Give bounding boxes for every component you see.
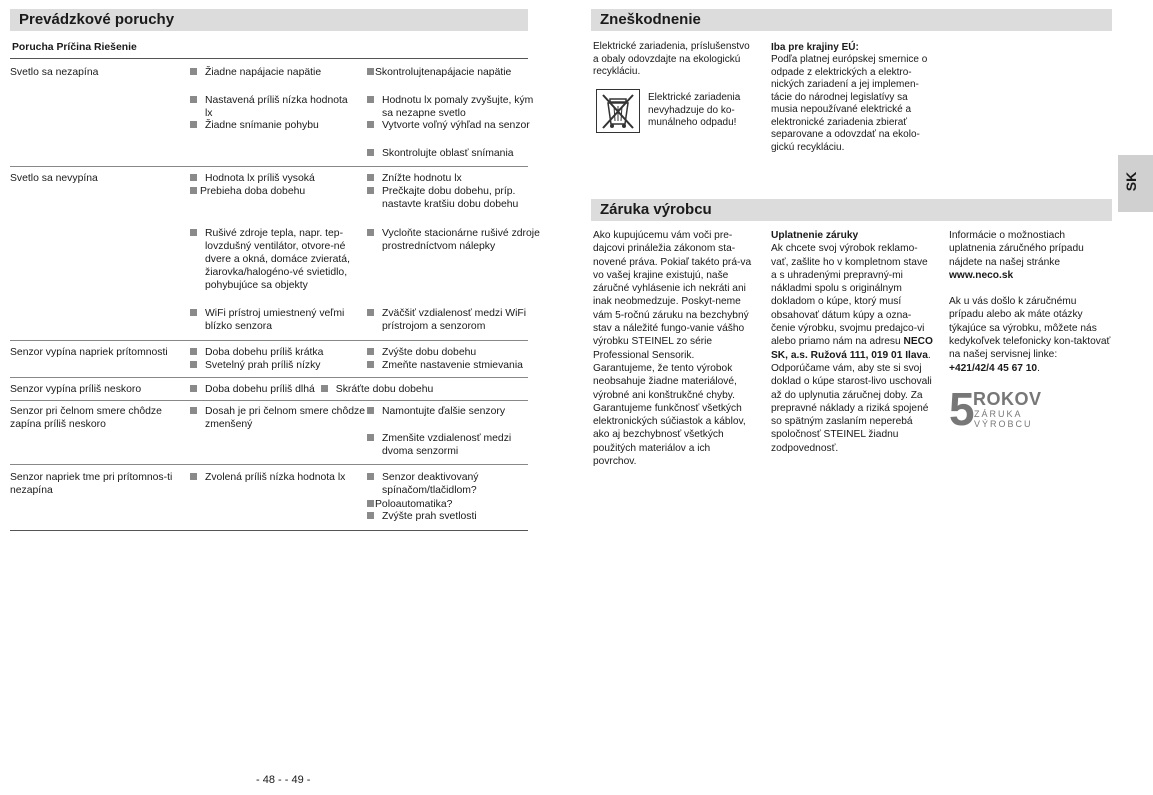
- eu-heading: Iba pre krajiny EÚ:: [771, 42, 859, 53]
- solution-item: Zvýšte dobu dobehu: [367, 346, 527, 359]
- cause-item: Prebieha doba dobehu: [190, 185, 350, 198]
- page-numbers: - 48 - - 49 -: [256, 774, 311, 786]
- solution-item: Znížte hodnotu lx: [367, 172, 542, 185]
- solution-item: Namontujte ďalšie senzory: [367, 405, 527, 418]
- info-text: Informácie o možnostiach uplatnenia záručného prípadu nájdete na našej stránke: [949, 230, 1084, 268]
- solution-item: Skontrolujte oblasť snímania: [367, 147, 544, 160]
- weee-caption: Elektrické zariadenia nevyhadzuje do ko-munálneho odpadu!: [648, 92, 741, 128]
- troubleshooting-title: Prevádzkové poruchy: [10, 9, 528, 31]
- cause-item: Žiadne snímanie pohybu: [190, 119, 350, 132]
- cause-item: Doba dobehu príliš krátka: [190, 346, 350, 359]
- company-address: NECO SK, a.s. Ružová 111, 019 01 Ilava: [771, 336, 933, 361]
- solution-item: Zvýšte prah svetlosti: [367, 510, 527, 523]
- solution-item: Zmeňte nastavenie stmievania: [367, 359, 532, 372]
- divider: [10, 166, 528, 167]
- divider: [10, 377, 528, 378]
- solution-item: Hodnotu lx pomaly zvyšujte, kým sa nezapne svetlo: [367, 94, 544, 120]
- solution-item: Skontrolujtenapájacie napätie: [367, 66, 542, 79]
- warranty-col1: Ako kupujúcemu vám voči pre-dajcovi prináležia zákonom sta-novené práva. Pokiaľ takéto prá-va vo vašej krajine existujú, naše záručné vyhlásenie ich nekráti ani inak neobmedzuje. Poskyt-neme vám 5-ročnú záruku na bezchybný stav a náležité fungo-vanie vášho výrobku STEINEL zo série Professional Sensorik. Garantujeme, že tento výrobok neobsahuje žiadne materiálové, výrobné ani konštrukčné chyby. Garantujeme funkčnosť všetkých elektronických súčiastok a káblov, ako aj bezchybnosť všetkých použitých materiálov a ich povrchov.: [593, 230, 752, 468]
- disposal-intro: Elektrické zariadenia, príslušenstvo a obaly odovzdajte na ekologickú recykláciu.: [593, 41, 750, 77]
- badge-word: ROKOV: [973, 389, 1042, 409]
- badge-sub: ZÁRUKA VÝROBCU: [974, 409, 1033, 429]
- solution-item: Poloautomatika?: [367, 498, 527, 511]
- cause-item: Rušivé zdroje tepla, napr. tep-lovzdušný ventilátor, otvore-né dvere a okná, domáce zvieratá, žiarovka/halogéno-vé svietidlo, pohybujúce sa objekty: [190, 227, 367, 292]
- problem-cell: Senzor vypína príliš neskoro: [10, 384, 142, 395]
- warranty-col3: Informácie o možnostiach uplatnenia záručného prípadu nájdete na našej stránke www.neco.sk Ak u vás došlo k záručnému prípadu alebo ak máte otázky týkajúce sa výrobku, môžete nás kedykoľvek telefonicky kon-taktovať na našej servisnej linke: +421/42/4 45 67 10.: [949, 230, 1111, 374]
- cause-item: Žiadne napájacie napätie: [190, 66, 350, 79]
- divider: [10, 530, 528, 531]
- solution-item: Senzor deaktivovaný spínačom/tlačidlom?: [367, 471, 532, 497]
- solution-item: Vycloňte stacionárne rušivé zdroje prostredníctvom nálepky: [367, 227, 542, 253]
- claim-text: Ak chcete svoj výrobok reklamo-vať, zašlite ho v kompletnom stave a s uhradenými prepravný-mi nákladmi spolu s originálnym dokladom o kúpe, ktorý musí obsahovať dátum kúpy a ozna-čenie výrobku, svojmu predajco-vi alebo priamo nám na adresu: [771, 243, 928, 348]
- cause-item: Nastavená príliš nízka hodnota lx: [190, 94, 355, 120]
- problem-cell: Svetlo sa nevypína: [10, 173, 98, 184]
- five-year-warranty-badge: [949, 383, 1042, 436]
- divider: [10, 464, 528, 465]
- divider: [10, 58, 528, 59]
- contact-text: Ak u vás došlo k záručnému prípadu alebo ak máte otázky týkajúce sa výrobku, môžete nás kedykoľvek telefonicky kon-taktovať na našej servisnej linke:: [949, 296, 1111, 361]
- claim-text-b: . Odporúčame vám, aby ste si svoj doklad o kúpe starost-livo uschovali až do uplynutia záručnej doby. Za prepravné náklady a riziká spojené so spätným zaslaním neperebá spoločnosť STEINEL žiadnu zodpovednosť.: [771, 349, 932, 454]
- solution-item: Prečkajte dobu dobehu, príp. nastavte kratšiu dobu dobehu: [367, 185, 532, 211]
- cause-item: Dosah je pri čelnom smere chôdze zmenšený: [190, 405, 365, 431]
- solution-item: Zväčšiť vzdialenosť medzi WiFi prístrojom a senzorom: [367, 307, 544, 333]
- cause-item: Hodnota lx príliš vysoká: [190, 172, 350, 185]
- solution-item: Zmenšite vzdialenosť medzi dvoma senzormi: [367, 432, 544, 458]
- language-tab: SK: [1118, 155, 1153, 212]
- cause-item: WiFi prístroj umiestnený veľmi blízko senzora: [190, 307, 355, 333]
- claim-heading: Uplatnenie záruky: [771, 230, 859, 241]
- warranty-title: Záruka výrobcu: [591, 199, 1112, 221]
- eu-text: Podľa platnej európskej smernice o odpade z elektrických a elektro-nických zariadení a jej implemen-tácie do národnej legislatívy sa musia nepoužívané elektrické a elektronické zariadenia zbierať separovane a odovzdať na ekolo-gickú recykláciu.: [771, 54, 928, 153]
- weee-bin-icon: [596, 89, 640, 133]
- divider: [10, 400, 528, 401]
- website-link[interactable]: www.neco.sk: [949, 269, 1014, 281]
- problem-cell: Senzor vypína napriek prítomnosti: [10, 347, 168, 358]
- cause-item: Svetelný prah príliš nízky: [190, 359, 350, 372]
- divider: [10, 340, 528, 341]
- problem-cell: Senzor pri čelnom smere chôdze zapína príliš neskoro: [10, 406, 162, 430]
- phone-number[interactable]: +421/42/4 45 67 10: [949, 362, 1038, 374]
- cause-item: Doba dobehu príliš dlhá Skráťte dobu dobehu: [190, 383, 530, 396]
- solution-item: Skráťte dobu dobehu: [335, 384, 434, 395]
- badge-number: 5: [949, 383, 975, 435]
- table-header: Porucha Príčina Riešenie: [12, 42, 137, 53]
- warranty-col2: [771, 229, 933, 455]
- solution-item: Vytvorte voľný výhľad na senzor: [367, 119, 542, 132]
- cause-item: Zvolená príliš nízka hodnota lx: [190, 471, 360, 484]
- disposal-title: Zneškodnenie: [591, 9, 1112, 31]
- problem-cell: Svetlo sa nezapína: [10, 67, 99, 78]
- table-row: [10, 66, 98, 79]
- problem-cell: Senzor napriek tme pri prítomnos-ti nezapína: [10, 472, 173, 496]
